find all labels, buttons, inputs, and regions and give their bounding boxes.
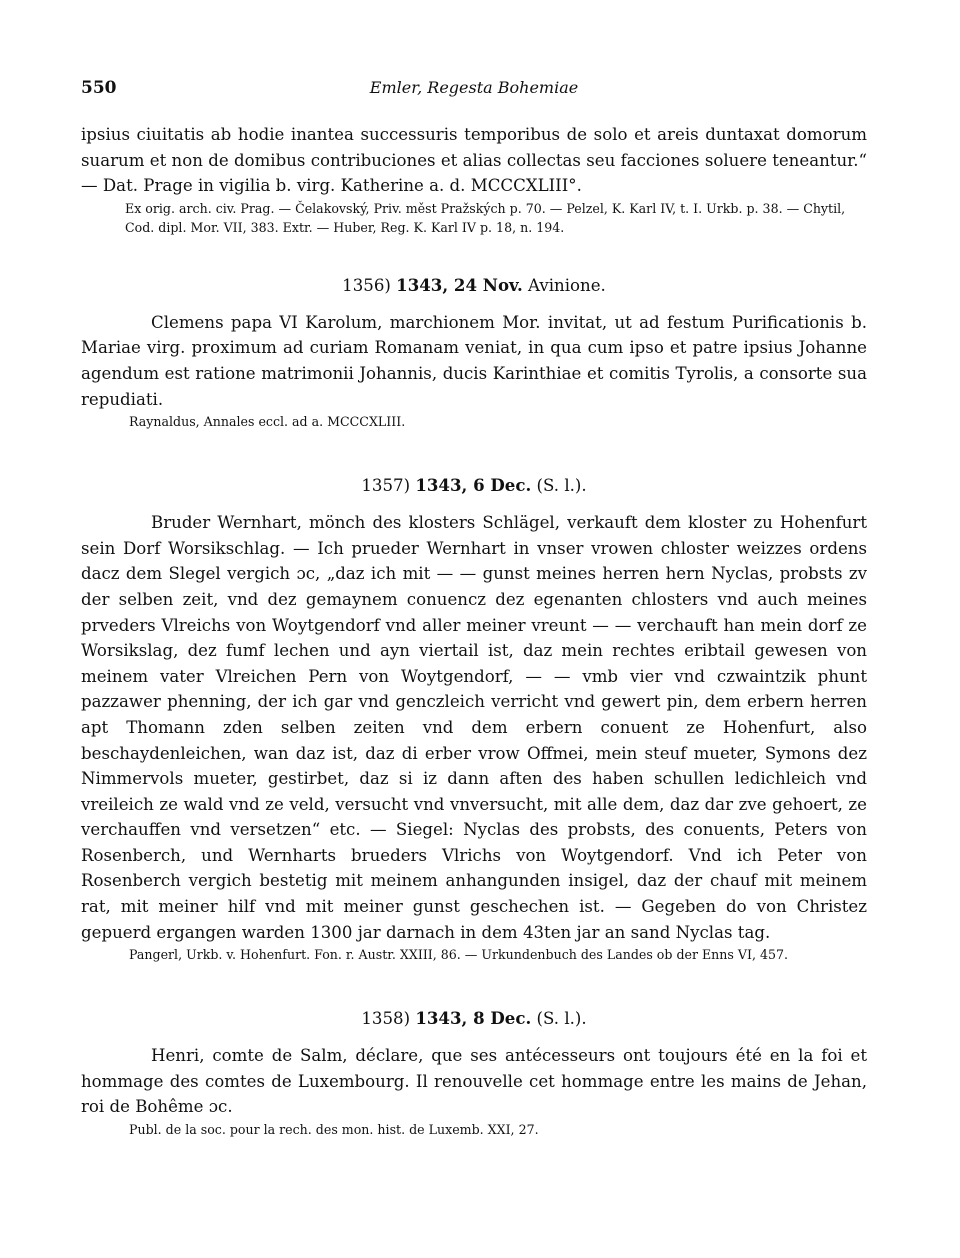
page-header <box>81 78 867 108</box>
running-title: Emler, Regesta Bohemiae <box>369 78 579 97</box>
entry-place: (S. l.). <box>536 1009 587 1029</box>
entry-place: (S. l.). <box>536 476 587 496</box>
entry-text: Clemens papa VI Karolum, marchionem Mor. invitat, ut ad festum Purificationis b. Mariae virg. proximum ad curiam Romanam veniat, in qua cum ipso et patre ipsius Johanne agendum est ratione matrimonii Johannis, ducis Karinthiae et comitis Tyrolis, a consorte sua repudiati. <box>81 312 867 409</box>
entry-place: Avinione. <box>528 275 606 295</box>
entry-text: Bruder Wernhart, mönch des klosters Schlägel, verkauft dem kloster zu Hohenfurt sein Dorf Worsikschlag. — Ich prueder Wernhart in vnser vrowen chloster weizzes ordens dacz dem Slegel vergich ɔc, „daz ich mit — — gunst meines herren hern Nyclas, probsts zv der selben zeit, vnd dez gemaynem conuencz dez egenanten chlosters vnd auch meines prveders Vlreichs von Woytgendorf vnd aller meiner vreunt — — verchauft han mein dorf ze Worsikslag, dez fumf lechen und ayn viertail ist, daz mein rechtes eribtail gewesen von meinem vater Vlreichen Pern von Woytgendorf, — — vmb vier vnd czwaintzik phunt pazzawer phenning, der ich gar vnd genczleich verricht vnd gewert pin, dem erbern herren apt Thomann zden selben zeiten vnd dem erbern conuent ze Hohenfurt, also beschaydenleichen, wan daz ist, daz di erber vrow Offmei, mein steuf mueter, Symons dez Nimmervols mueter, gestirbet, daz si iz dann aften des haben schullen ledichleich vnd vreileich ze wald vnd ze veld, versucht vnd vnversucht, mit alle dem, daz dar zve gehoert, ze verchauffen vnd versetzen“ etc. — Siegel: Nyclas des probsts, des conuents, Peters von Rosenberch, und Wernharts brueders Vlrichs von Woytgendorf. Vnd ich Peter von Rosenberch vergich bestetig mit meinem anhangunden insigel, daz der chauf mit meinem rat, mit meiner hilf vnd mit meiner gunst geschechen ist. — Gegeben do von Christez gepuerd ergangen warden 1300 jar darnach in dem 43ten jar an sand Nyclas tag. <box>81 513 867 942</box>
entry-text: Henri, comte de Salm, déclare, que ses antécesseurs ont toujours été en la foi et hommage des comtes de Luxembourg. Il renouvelle cet hommage entre les mains de Jehan, roi de Bohême ɔc. <box>81 1046 867 1117</box>
page-number: 550 <box>81 78 117 98</box>
entry-number: 1357) <box>361 476 411 496</box>
entry-heading <box>81 1006 867 1031</box>
continuation-text: ipsius ciuitatis ab hodie inantea successuris temporibus de solo et areis duntaxat domorum suarum et non de domibus contribuciones et alias collectas seu facciones soluere teneantur.“ — Dat. Prage in vigilia b. virg. Katherine a. d. MCCCXLIII°. <box>81 125 867 196</box>
entry-heading <box>81 273 867 298</box>
entry-heading <box>81 473 867 498</box>
entry-number: 1356) <box>342 275 391 295</box>
entry-date: 1343, 24 Nov. <box>396 274 523 295</box>
entry-source: Publ. de la soc. pour la rech. des mon. hist. de Luxemb. XXI, 27. <box>129 1122 539 1138</box>
continuation-source: Ex orig. arch. civ. Prag. — Čelakovský, Priv. měst Pražských p. 70. — Pelzel, K. Karl IV, t. I. Urkb. p. 38. — Chytil, Cod. dipl. Mor. VII, 383. Extr. — Huber, Reg. K. Karl IV p. 18, n. 194. <box>125 200 846 235</box>
regest-entry-1356 <box>81 273 867 431</box>
document-page <box>81 78 867 1139</box>
regest-entry-1357 <box>81 473 867 964</box>
entry-date: 1343, 6 Dec. <box>415 475 532 496</box>
regest-entry-1358 <box>81 1006 867 1139</box>
entry-source: Raynaldus, Annales eccl. ad a. MCCCXLIII. <box>129 414 406 430</box>
entry-number: 1358) <box>361 1009 411 1029</box>
entry-date: 1343, 8 Dec. <box>415 1008 532 1029</box>
entry-source: Pangerl, Urkb. v. Hohenfurt. Fon. r. Austr. XXIII, 86. — Urkundenbuch des Landes ob der Enns VI, 457. <box>129 947 788 963</box>
